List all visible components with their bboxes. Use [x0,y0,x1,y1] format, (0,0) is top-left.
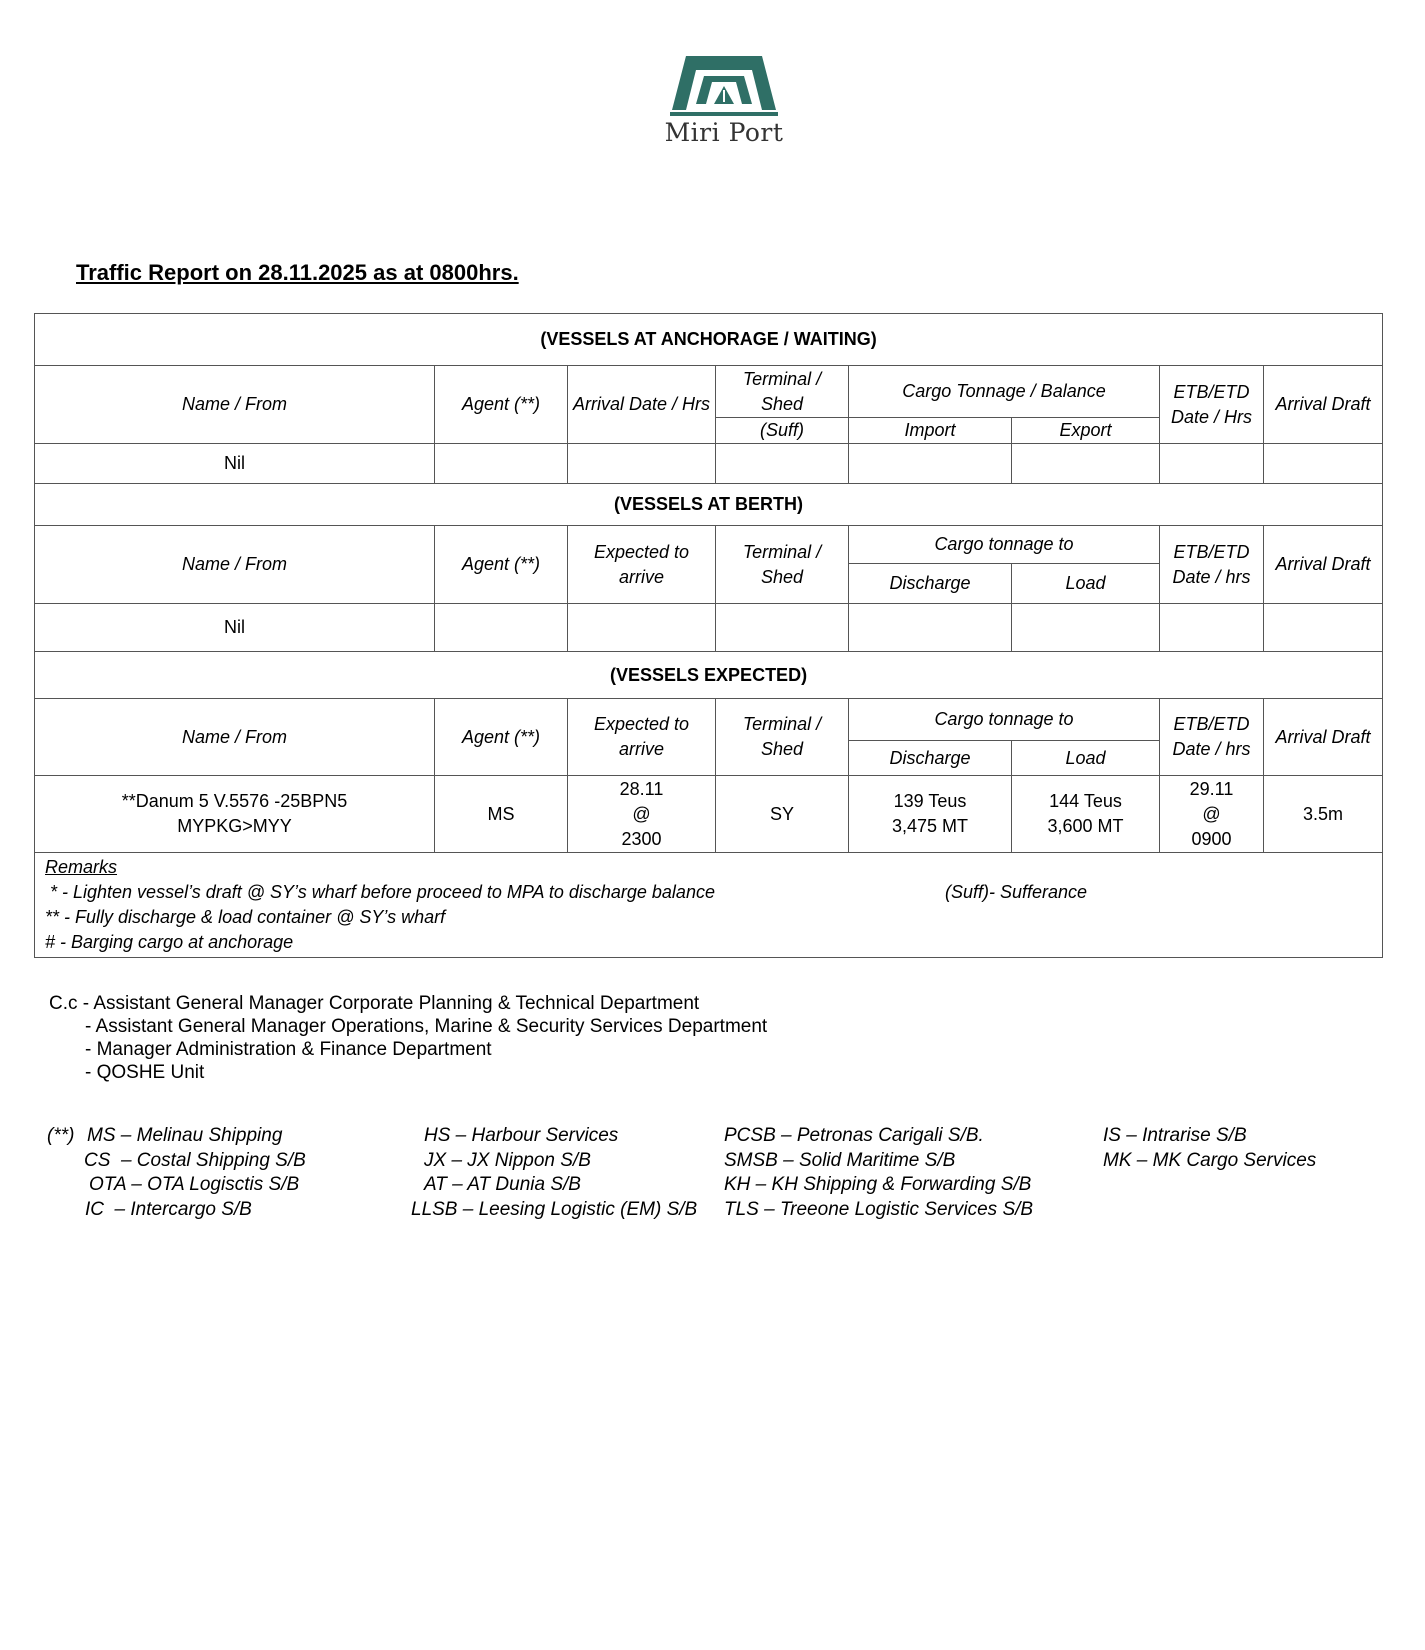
remark-1: * - Lighten vessel’s draft @ SY’s wharf before proceed to MPA to discharge balance [45,882,715,902]
discharge-teus: 139 Teus [893,791,967,811]
cc-line-4: - QOSHE Unit [85,1062,205,1083]
section-row-berth [35,484,1383,526]
header-name-from: Name / From [35,699,435,776]
arrive-time: 2300 [621,828,662,849]
header-expected-arrive: Expected to arrive [568,699,716,776]
cell-discharge [849,604,1012,652]
etb-time: 0900 [1191,828,1232,849]
header-discharge: Discharge [849,564,1012,604]
table-row [35,444,1383,484]
cell-load [1012,604,1160,652]
header-load: Load [1012,741,1160,776]
cell-agent [435,444,568,484]
cell-expected [568,776,716,853]
header-load: Load [1012,564,1160,604]
arrive-date: 28.11 [619,778,664,799]
miri-port-logo [664,52,784,156]
cell-etb [1160,604,1264,652]
agents-prefix: (**) [47,1125,75,1146]
vessel-route: MYPKG>MYY [177,816,292,836]
header-cargo-tonnage-balance: Cargo Tonnage / Balance [849,366,1160,418]
section-title-berth: (VESSELS AT BERTH) [35,484,1383,526]
discharge-mt: 3,475 MT [891,816,969,836]
agent-item: TLS – Treeone Logistic Services S/B [724,1198,1034,1220]
cell-draft [1264,604,1383,652]
remarks-row [35,853,1383,958]
cc-list [49,992,767,1084]
cell-expected [568,604,716,652]
cell-draft: 3.5m [1264,776,1383,853]
header-import: Import [849,418,1012,444]
header-etb-etd: ETB/ETD Date / Hrs [1160,366,1264,444]
section-title-expected: (VESSELS EXPECTED) [35,652,1383,699]
header-agent: Agent (**) [435,699,568,776]
etb-at: @ [1202,803,1221,824]
cell-terminal [716,604,849,652]
header-row-berth-1 [35,526,1383,564]
cc-line-3: - Manager Administration & Finance Department [85,1039,492,1060]
cc-line-2: - Assistant General Manager Operations, Marine & Security Services Department [85,1016,768,1037]
agent-item: KH – KH Shipping & Forwarding S/B [724,1174,1032,1195]
remarks [35,853,1383,958]
agent-item: MS – Melinau Shipping [87,1125,283,1146]
agent-item: AT – AT Dunia S/B [424,1174,581,1195]
remark-sufferance-note: (Suff)- Sufferance [945,882,1088,902]
cell-import [849,444,1012,484]
section-title-anchorage: (VESSELS AT ANCHORAGE / WAITING) [35,314,1383,366]
agent-item: IC – Intercargo S/B [85,1198,252,1220]
vessel-name: **Danum 5 V.5576 -25BPN5 [121,791,348,811]
arrive-at: @ [632,803,651,824]
cc-line-1: C.c - Assistant General Manager Corporate Planning & Technical Department [49,993,700,1014]
header-arrival-date: Arrival Date / Hrs [568,366,716,444]
cell-discharge [849,776,1012,853]
header-etb-etd: ETB/ETD Date / hrs [1160,526,1264,604]
header-row-expected-1 [35,699,1383,741]
cell-name-from [35,776,435,853]
cell-load [1012,776,1160,853]
header-name-from: Name / From [35,366,435,444]
agent-item: PCSB – Petronas Carigali S/B. [724,1125,984,1146]
cell-draft [1264,444,1383,484]
cell-name-from: Nil [35,444,435,484]
header-agent: Agent (**) [435,526,568,604]
traffic-report-table [34,313,1383,958]
cell-terminal [716,444,849,484]
header-agent: Agent (**) [435,366,568,444]
brand-name: Miri Port [664,118,784,147]
cell-export [1012,444,1160,484]
header-arrival-draft: Arrival Draft [1264,526,1383,604]
header-export: Export [1012,418,1160,444]
etb-date: 29.11 [1189,778,1234,799]
cell-terminal: SY [716,776,849,853]
cell-etb [1160,776,1264,853]
agent-item: OTA – OTA Logisctis S/B [89,1174,300,1195]
header-terminal-shed: Terminal / Shed [716,366,849,418]
header-suff: (Suff) [716,418,849,444]
header-arrival-draft: Arrival Draft [1264,699,1383,776]
agent-item: IS – Intrarise S/B [1103,1125,1247,1146]
miri-port-logo-icon [668,52,780,118]
section-row-anchorage [35,314,1383,366]
table-row [35,776,1383,853]
cell-etb [1160,444,1264,484]
load-mt: 3,600 MT [1047,816,1124,836]
agent-item: SMSB – Solid Maritime S/B [724,1149,956,1171]
remarks-line-1 [45,880,1372,905]
load-teus: 144 Teus [1049,791,1122,811]
remark-3: # - Barging cargo at anchorage [45,932,294,952]
header-cargo-tonnage: Cargo tonnage to [849,526,1160,564]
header-etb-etd: ETB/ETD Date / hrs [1160,699,1264,776]
cell-arrival [568,444,716,484]
header-row-anchorage-1 [35,366,1383,418]
agent-item: HS – Harbour Services [424,1125,619,1146]
section-row-expected [35,652,1383,699]
agent-item: CS – Costal Shipping S/B [84,1149,306,1171]
header-cargo-tonnage: Cargo tonnage to [849,699,1160,741]
agent-item: JX – JX Nippon S/B [424,1149,591,1171]
header-arrival-draft: Arrival Draft [1264,366,1383,444]
cell-agent: MS [435,776,568,853]
cell-name-from: Nil [35,604,435,652]
header-terminal-shed: Terminal / Shed [716,699,849,776]
table-row [35,604,1383,652]
remark-2: ** - Fully discharge & load container @ SY’s wharf [45,907,446,927]
page-title: Traffic Report on 28.11.2025 as at 0800hrs. [76,260,519,285]
agent-item: MK – MK Cargo Services [1103,1149,1317,1171]
agent-item: LLSB – Leesing Logistic (EM) S/B [411,1198,698,1220]
header-terminal-shed: Terminal / Shed [716,526,849,604]
remarks-title: Remarks [45,857,118,877]
header-name-from: Name / From [35,526,435,604]
header-expected-arrive: Expected to arrive [568,526,716,604]
header-discharge: Discharge [849,741,1012,776]
cell-agent [435,604,568,652]
